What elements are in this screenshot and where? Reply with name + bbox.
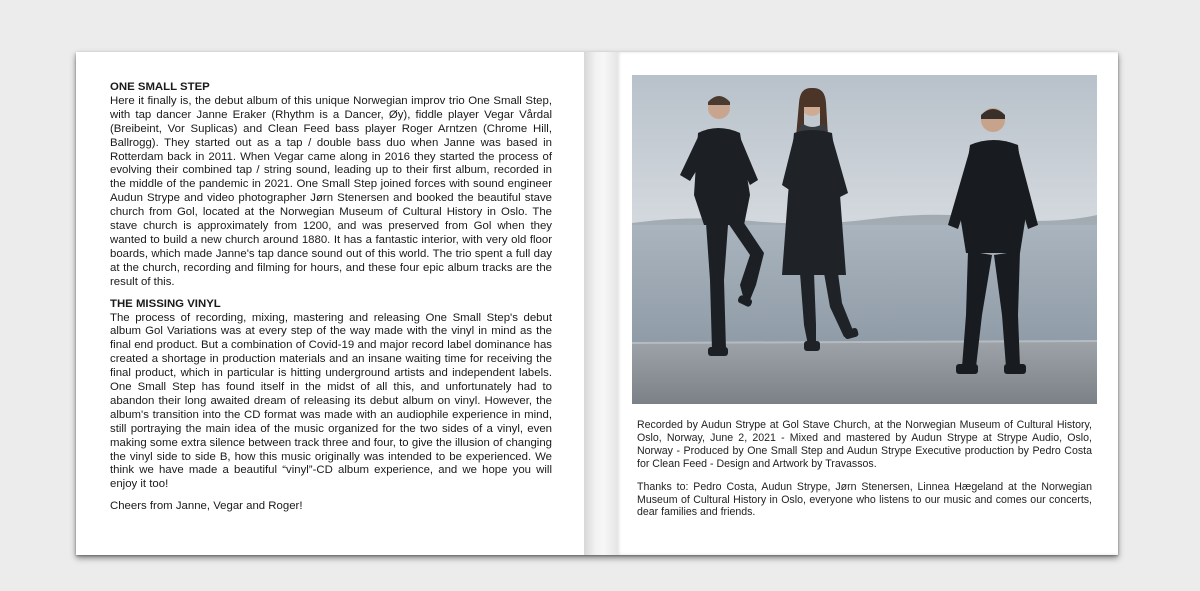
heading-one-small-step: ONE SMALL STEP <box>110 81 210 93</box>
left-page <box>76 52 585 555</box>
heading-missing-vinyl: THE MISSING VINYL <box>110 297 221 310</box>
right-page <box>617 52 1118 555</box>
signoff-text: Cheers from Janne, Vegar and Roger! <box>110 500 303 513</box>
thanks-text: Thanks to: Pedro Costa, Audun Strype, Jørn Stenersen, Linnea Hægeland at the Norwegian Museum of Cultural History in Oslo, everyone who listens to our music and comes our concerts, dear families and friends. <box>637 480 1092 519</box>
cd-booklet <box>76 52 1118 555</box>
liner-notes <box>110 81 552 514</box>
booklet-spine <box>584 52 617 555</box>
paragraph-missing-vinyl: The process of recording, mixing, mastering and releasing One Small Step's debut album Gol Variations was at every step of the way made with the vinyl in mind as the final end product. But a combination of Covid-19 and major record label dominance has created a shortage in production materials and an insane waiting time for receiving the final product, which in particular is hitting underground artists and independent labels. One Small Step has found itself in the midst of all this, and unfortunately had to abandon their long awaited dream of releasing its debut album on vinyl. However, the album's transition into the CD format was made with an audiophile experience in mind, still portraying the main idea of the music organized for the two sides of a vinyl, even making some extra silence between track three and four, to give the illusion of changing the vinyl side to side B, how this music originally was intended to be experienced. We think we have made a beautiful “vinyl”-CD album experience, and we hope you will enjoy it too! <box>110 311 552 491</box>
recording-credits: Recorded by Audun Strype at Gol Stave Church, at the Norwegian Museum of Cultural History, Oslo, Norway, June 2, 2021 - Mixed and mastered by Audun Strype at Strype Audio, Oslo, Norway - Produced by One Small Step and Audun Strype Executive production by Pedro Costa for Clean Feed - Design and Artwork by Travassos. <box>637 419 1092 470</box>
credits-block <box>637 419 1092 519</box>
paragraph-one-small-step: Here it finally is, the debut album of this unique Norwegian improv trio One Small Step, with tap dancer Janne Eraker (Rhythm is a Dancer, Øy), fiddle player Vegar Vårdal (Breibeint, Vor Suplicas) and Clean Feed bass player Roger Arntzen (Chrome Hill, Ballrogg). They started out as a tap / double bass duo when Janne was based in Rotterdam back in 2011. When Vegar came along in 2016 they started the process of evolving their combined tap / string sound, leading up to their first album, recorded in the middle of the pandemic in 2021. One Small Step joined forces with sound engineer Audun Strype and video photographer Jørn Stenersen and booked the beautiful stave church from Gol, located at the Norwegian Museum of Cultural History in Oslo. The stave church is approximately from 1200, and was preserved from Gol when they wanted to build a new church around 1880. It has a fantastic interior, with very old floor boards, which made Janne's tap dance sound out of this world. The trio spent a full day at the church, recording and filming for hours, and these four epic album tracks are the result of this. <box>110 94 552 288</box>
band-photo <box>632 75 1097 404</box>
